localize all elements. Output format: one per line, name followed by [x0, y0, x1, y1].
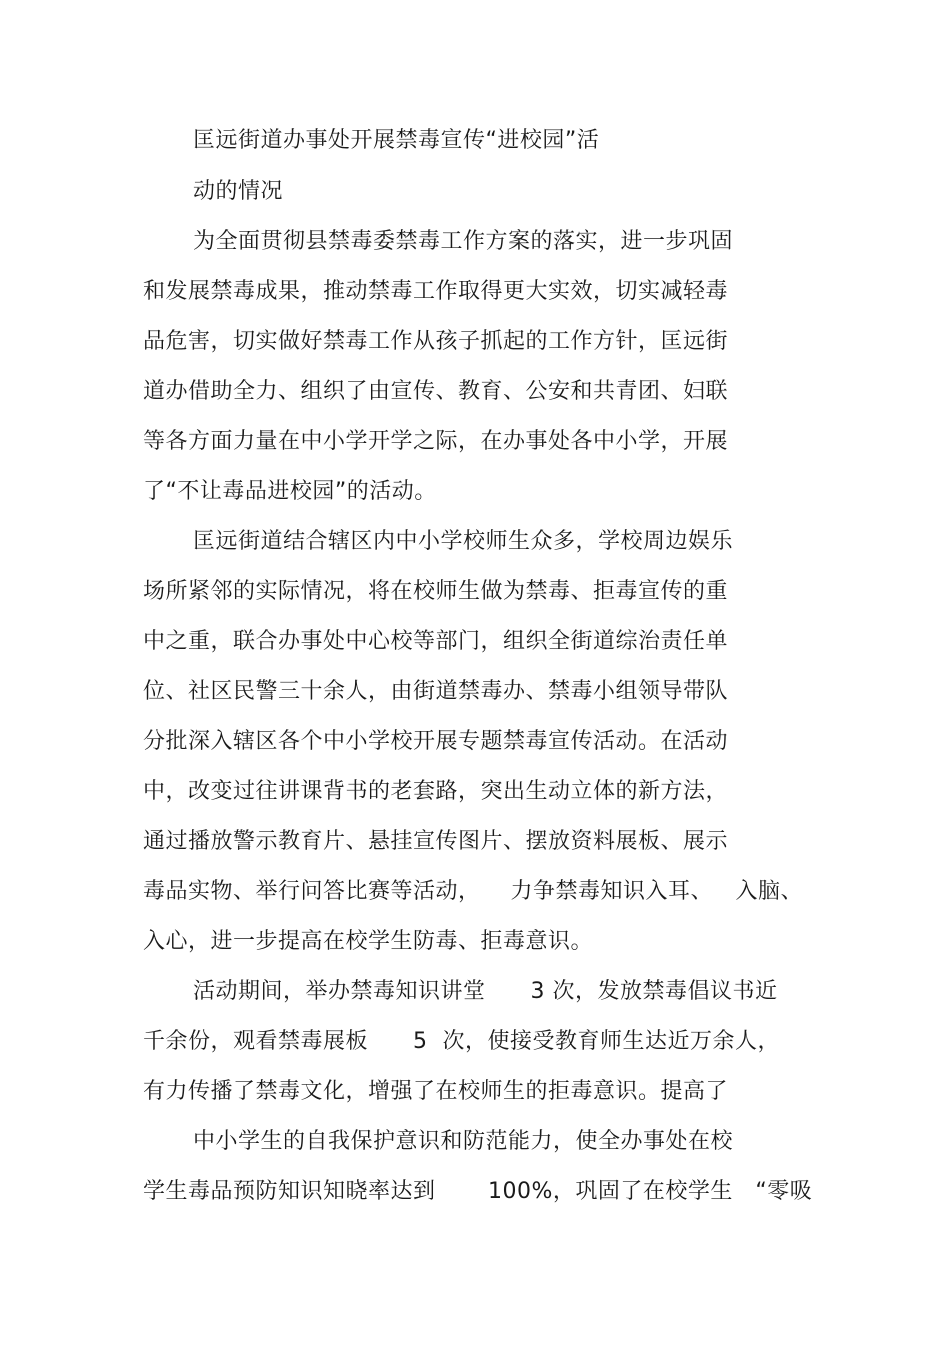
text-line: 通过播放警示教育片、悬挂宣传图片、摆放资料展板、展示	[143, 829, 729, 854]
text-line: 为全面贯彻县禁毒委禁毒工作方案的落实，进一步巩固	[193, 229, 734, 254]
text-line: 中小学生的自我保护意识和防范能力，使全办事处在校	[193, 1129, 734, 1154]
document-title-line-2: 动的情况	[193, 179, 284, 204]
text-line: 匡远街道结合辖区内中小学校师生众多，学校周边娱乐	[193, 529, 734, 554]
text-line: 分批深入辖区各个中小学校开展专题禁毒宣传活动。在活动	[143, 729, 729, 754]
text-line: 有力传播了禁毒文化，增强了在校师生的拒毒意识。提高了	[143, 1079, 729, 1104]
document-title-line-1: 匡远街道办事处开展禁毒宣传“进校园”活	[193, 128, 600, 153]
text-line: 位、社区民警三十余人，由街道禁毒办、禁毒小组领导带队	[143, 679, 729, 704]
text-line: 千余份，观看禁毒展板 5 次，使接受教育师生达近万余人，	[143, 1029, 780, 1054]
text-line: 中之重，联合办事处中心校等部门，组织全街道综治责任单	[143, 629, 729, 654]
text-line: 等各方面力量在中小学开学之际，在办事处各中小学，开展	[143, 429, 729, 454]
text-line: 学生毒品预防知识知晓率达到 100%，巩固了在校学生 “零吸	[143, 1179, 813, 1204]
text-line: 道办借助全力、组织了由宣传、教育、公安和共青团、妇联	[143, 379, 729, 404]
text-line: 入心，进一步提高在校学生防毒、拒毒意识。	[143, 929, 594, 954]
text-line: 中，改变过往讲课背书的老套路，突出生动立体的新方法，	[143, 779, 729, 804]
text-line: 品危害，切实做好禁毒工作从孩子抓起的工作方针，匡远街	[143, 329, 729, 354]
text-line: 和发展禁毒成果，推动禁毒工作取得更大实效，切实减轻毒	[143, 279, 729, 304]
text-line: 毒品实物、举行问答比赛等活动， 力争禁毒知识入耳、 入脑、	[143, 879, 803, 904]
text-line: 了“不让毒品进校园”的活动。	[143, 479, 437, 504]
text-line: 场所紧邻的实际情况，将在校师生做为禁毒、拒毒宣传的重	[143, 579, 729, 604]
text-line: 活动期间，举办禁毒知识讲堂 3 次，发放禁毒倡议书近	[193, 979, 778, 1004]
